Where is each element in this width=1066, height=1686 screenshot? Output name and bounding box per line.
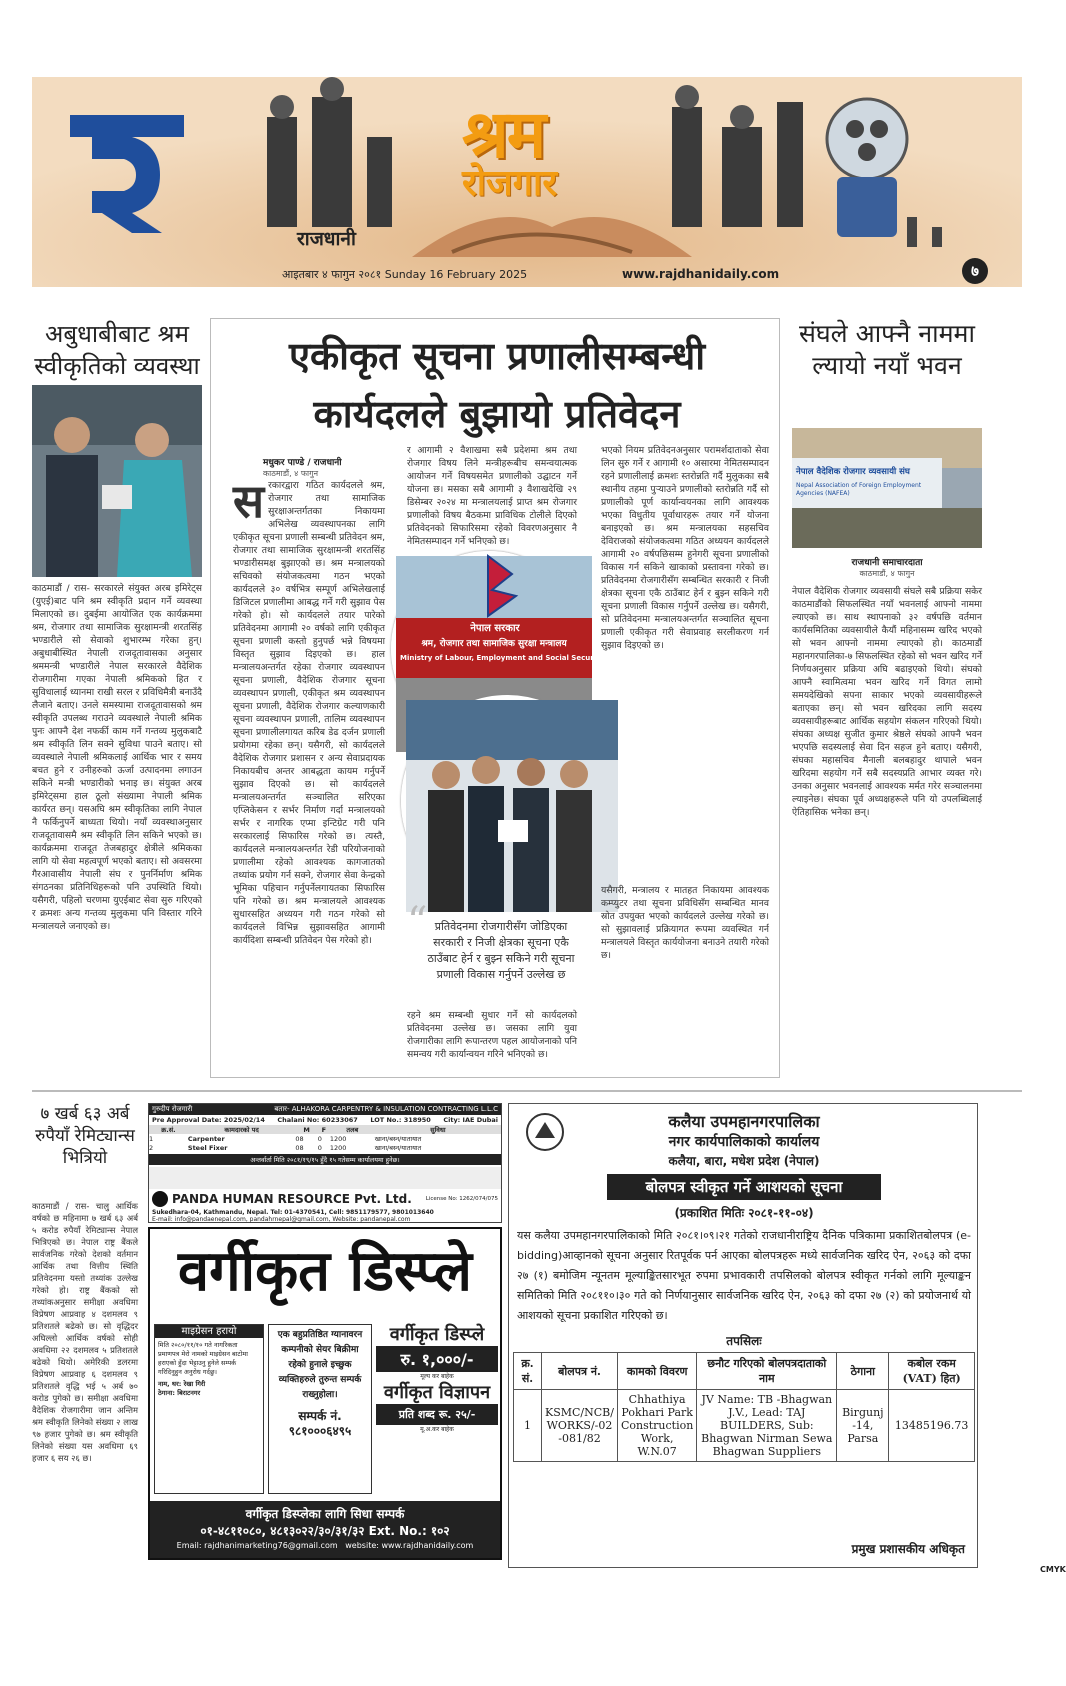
ad-city: City: IAE Dubai bbox=[443, 1116, 498, 1124]
notice-col: बोलपत्र नं. bbox=[542, 1353, 618, 1390]
ad-jobs-table bbox=[149, 1125, 501, 1152]
notice-tapsil: तपसिलः bbox=[726, 1334, 762, 1348]
right-story-headline: संघले आफ्नै नाममा ल्यायो नयाँ भवन bbox=[799, 319, 975, 380]
main-col-3: भएको नियम प्रतिवेदनअनुसार परामर्शदाताको सेवा लिन सुरु गर्ने र आगामी १० असारमा नेमितसम्पादन रहने प्रणालीलाई क्रमशः स्तरोन्नति गर्दै मुलुकका सबै स्थानीय तहमा पुर्‍याउने प्रणालीको स्तरोन्नति गर्दै सो प्रणालीको पूर्ण कार्यान्वयनका लागि आवश्यक भएका विधुतीय पूर्वाधारहरू तयार गर्ने योजना बनाइएको छ। श्रम मन्त्रालयका सहसचिव देविराजको संयोजकत्वमा गठित अध्ययन कार्यदलले आगामी २० वर्षपछिसम्म हुनेगरी सूचना प्रणालीको विकास गर्न सकिने खाकाको प्रस्तावना गरेको छ। प्रतिवेदनमा रोजगारीसँग सम्बन्धित सरकारी र निजी क्षेत्रका सूचना एकै ठाउँबाट हेर्न र बुझ्न सकिने गरी सूचना प्रणाली विकास गर्नुपर्ने उल्लेख छ। यसैगरी, सो प्रतिवेदनमा मन्त्रालयअन्तर्गत सञ्चालित सूचना प्रणाली एकीकृत गरी सेवाप्रवाह सरलीकरण गर्न सुझाव दिइएको छ। bbox=[601, 445, 769, 651]
notice-signatory: प्रमुख प्रशासकीय अधिकृत bbox=[851, 1542, 965, 1556]
notice-title: बोलपत्र स्वीकृत गर्ने आशयको सूचना bbox=[607, 1174, 881, 1200]
ad-col: तलब bbox=[346, 1126, 359, 1134]
main-col-2: र आगामी २ वैशाखमा सबै प्रदेशमा श्रम तथा रोजगार विषय लिने मन्त्रीहरूबीच समन्वयात्मक आयोजन गर्ने विषयसमेत प्रणालीको उद्घाटन गर्ने योजना छ। मसका सबै आगामी ३ वैशाखदेखि २९ डिसेम्बर २०२४ मा मन्त्रालयलाई प्राप्त श्रम रोजगार प्रणालीको विषय बैठकमा प्राविधिक टोलीले दिएको प्रतिवेदनको सिफारिसमा रहेको विवरणअनुसार नै नेमितसम्पादन गर्ने भनिएको छ। bbox=[407, 445, 577, 547]
ad-email[interactable]: E-mail: info@pandaenepal.com, pandahrnepal@gmail.com, Website: pandanepal.com bbox=[152, 1216, 411, 1223]
right-byline: राजधानी समाचारदाता bbox=[851, 558, 923, 568]
section-subtitle: रोजगार bbox=[462, 162, 558, 204]
lost-title: माइग्रेसन हरायो bbox=[155, 1325, 263, 1338]
main-headline: एकीकृत सूचना प्रणालीसम्बन्धी कार्यदलले बुझायो प्रतिवेदन bbox=[288, 333, 706, 436]
byline-place: राजधानी bbox=[313, 458, 342, 468]
ad-col: क्र.सं. bbox=[161, 1126, 176, 1134]
byline-name: मधुकर पाण्डे bbox=[263, 458, 305, 468]
pull-quote: प्रतिवेदनमा रोजगारीसँग जोडिएका सरकारी र निजी क्षेत्रका सूचना एकै ठाउँबाट हेर्न र बुझ्न सकिने गरी सूचना प्रणाली विकास गर्नुपर्ने उल्लेख छ bbox=[427, 920, 575, 981]
ad-license: License No: 1262/074/075 bbox=[425, 1196, 498, 1202]
cell: 0 bbox=[317, 1134, 322, 1143]
remit-body: काठमाडौं / रास- चालु आर्थिक वर्षको छ महिनामा ७ खर्ब ६३ अर्ब ५ करोड रुपैयाँ रेमिट्यान्स नेपाल भित्रिएको छ। नेपाल राष्ट्र बैंकले सार्वजनिक गरेको देशको वर्तमान आर्थिक तथा वित्तीय स्थिति प्रतिवेदनमा यस्तो तथ्यांक उल्लेख गरेको हो। राष्ट्र बैंकको सो तथ्यांकअनुसार समीक्षा अवधिमा विप्रेषण आप्रवाह ४ दशमलव ९ प्रतिशतले बढेको छ। सो वृद्धिदर अघिल्लो आर्थिक वर्षको सोही अवधिमा २२ दशमलव ५ प्रतिशतले बढेको थियो। अमेरिकी डलरमा विप्रेषण आप्रवाह ६ दशमलव ९ प्रतिशतले वृद्धि भई ५ अर्ब ७० करोड पुगेको छ। समीक्षा अवधिमा वैदेशिक रोजगारीमा जान अन्तिम श्रम स्वीकृति लिनेको संख्या २ लाख ९७ हजार पुगेको छ। श्रम स्वीकृति लिनेको संख्या यस अवधिमा ६९ हजार ६ सय २६ छ। bbox=[32, 1201, 138, 1463]
cell: Birgunj -14, Parsa bbox=[837, 1390, 889, 1462]
notice-address: कलैया, बारा, मधेश प्रदेश (नेपाल) bbox=[668, 1154, 820, 1168]
table-row bbox=[514, 1390, 975, 1462]
ad-chalani: Chalani No: 60233067 bbox=[277, 1116, 358, 1124]
cell: Chhathiya Pokhari Park Construction Work, W.N.07 bbox=[617, 1390, 696, 1462]
left-story-photo bbox=[32, 385, 202, 577]
sign-ministry-en: Ministry of Labour, Employment and Social Security bbox=[400, 654, 604, 662]
ad-address: Sukedhara-04, Kathmandu, Nepal. Tel: 01-4370541, Cell: 9851179577, 9801013640 bbox=[152, 1209, 434, 1216]
ad-interview-notice: अन्तर्वार्ता मिति २०८१/१९/१५ हुँदै १५ गतेसम्म कार्यालयमा हुनेछ। bbox=[149, 1154, 501, 1165]
lost-address: ठेगाना: बिराटनगर bbox=[158, 1389, 201, 1397]
sign-nepal-govt: नेपाल सरकार bbox=[470, 623, 520, 634]
website-label: website: bbox=[345, 1541, 379, 1550]
handover-photo bbox=[401, 695, 613, 907]
right-story-photo bbox=[792, 428, 982, 548]
cell: 1200 bbox=[329, 1143, 347, 1152]
registration-marks: CMYK bbox=[1040, 1565, 1066, 1574]
contact-title: वर्गीकृत डिस्प्लेका लागि सिधा सम्पर्क bbox=[245, 1507, 405, 1521]
cell: 1200 bbox=[329, 1134, 347, 1143]
ad-header-right: बतार- ALHAKORA CARPENTRY & INSULATION CONTRACTING L.L.C bbox=[274, 1105, 498, 1113]
bid-notice bbox=[508, 1103, 978, 1568]
email-label: Email: bbox=[176, 1541, 202, 1550]
wanted-body: एक बहुप्रतिष्ठित ग्यानावरन कम्पनीको सेयर बिक्रीमा रहेको हुनाले इच्छुक व्यक्तिहरुले तुरुन्त सम्पर्क राख्नुहोला। bbox=[277, 1330, 363, 1400]
building-sign-en: Nepal Association of Foreign Employment Agencies (NAFEA) bbox=[796, 482, 922, 497]
main-col-3-bottom: यसैगरी, मन्त्रालय र मातहत निकायमा आवश्यक कम्प्युटर तथा सूचना प्रविधिसँग सम्बन्धित मानव स्रोत उपयुक्त भएको कार्यदलले उल्लेख गरेको छ। सो सुझावलाई प्रक्रियागत रूपमा व्यवस्थित गर्न मन्त्रालयले विस्तृत कार्ययोजना बनाउने तयारी गरेको छ। bbox=[601, 885, 769, 961]
handover-image bbox=[406, 700, 618, 912]
ad-col: M bbox=[303, 1125, 310, 1134]
cell: 08 bbox=[295, 1134, 304, 1143]
cell: 1 bbox=[514, 1390, 542, 1462]
logo-icon bbox=[62, 105, 192, 235]
box2-price: प्रति शब्द रू. २५/- bbox=[376, 1404, 498, 1425]
classified-ad bbox=[148, 1227, 502, 1560]
notice-col: छनौट गरिएको बोलपत्रदाताको नाम bbox=[697, 1353, 837, 1390]
sign-ministry: श्रम, रोजगार तथा सामाजिक सुरक्षा मन्त्रालय bbox=[421, 639, 567, 649]
box1-title: वर्गीकृत डिस्प्ले bbox=[389, 1324, 485, 1345]
quote-mark-icon: “ bbox=[407, 899, 428, 945]
ad-lot: LOT No.: 318950 bbox=[370, 1116, 431, 1124]
contact-website[interactable]: www.rajdhanidaily.com bbox=[381, 1541, 474, 1550]
notice-municipality: कलैया उपमहानगरपालिका bbox=[668, 1112, 820, 1131]
cell: 1 bbox=[149, 1134, 154, 1143]
lost-name: नाम, थर: रेखा गिरी bbox=[158, 1380, 206, 1388]
classified-title: वर्गीकृत डिस्प्ले bbox=[177, 1238, 473, 1304]
job-ad bbox=[148, 1103, 502, 1223]
ad-col: F bbox=[321, 1125, 327, 1134]
cell: KSMC/NCB/ WORKS/-02 -081/82 bbox=[542, 1390, 618, 1462]
wanted-contact: ९८१०००६४९५ bbox=[288, 1424, 352, 1438]
cell: 0 bbox=[317, 1143, 322, 1152]
notice-published: (प्रकाशित मितिः २०८१-११-०४) bbox=[674, 1206, 814, 1220]
table-row bbox=[149, 1143, 501, 1152]
left-story-headline: अबुधाबीबाट श्रम स्वीकृतिको व्यवस्था bbox=[34, 320, 200, 380]
main-col-1-text: रकारद्वारा गठित कार्यदलले श्रम, रोजगार तथा सामाजिक सुरक्षाअन्तर्गतका निकायमा अभिलेख व्यवस्थापनका लागि एकीकृत सूचना प्रणाली सम्बन्धी प्रतिवेदन श्रम, रोजगार तथा सामाजिक सुरक्षामन्त्री शरतसिंह भण्डारीसमक्ष बुझाएको छ। श्रम मन्त्रालयको सचिवको संयोजकत्वमा गठन भएको कार्यदलले ३० वर्षभित्र सम्पूर्ण अभिलेखलाई डिजिटल प्रणालीमा आबद्ध गर्ने गरी सुझाव पेस गरेको हो। सो कार्यदलले तयार पारेको प्रतिवेदनमा आगामी २० वर्षको लागि एकीकृत सूचना प्रणाली कस्तो हुनुपर्छ भन्ने विषयमा विस्तृत सुझाव दिइएको छ। हाल मन्त्रालयअन्तर्गत रहेका रोजगार व्यवस्थापन सूचना प्रणाली, वैदेशिक रोजगार सूचना व्यवस्थापन प्रणाली, एकीकृत श्रम व्यवस्थापन सूचना प्रणाली, वैदेशिक रोजगार कल्याणकारी सूचना व्यवस्थापन प्रणाली, तालिम व्यवस्थापन सूचना प्रणालीलगायत करिब डेढ दर्जन प्रणाली प्रयोगमा रहेका छन्। यसैगरी, सो कार्यदलले वैदेशिक रोजगार प्रशासन र अन्य सेवाप्रदायक निकायबीच अन्तर आबद्धता कायम गर्नुपर्ने सुझाव दिएको छ। सो कार्यदलले मन्त्रालयअन्तर्गत सञ्चालित सरिएका एप्लिकेसन र सर्भर निर्माण गर्दा मन्त्रालयको सर्भर र नागरिक एप्मा इन्टिग्रेट गरी पनि सरकारलाई सिफारिस गरेको छ। त्यस्तै, कार्यदलले मन्त्रालयअन्तर्गत रेडी परियोजनाको प्रणालीमा रहेको आवश्यक कागजातको तथ्यांक प्रयोग गर्न सक्ने, रोजगार सेवा केन्द्रको भूमिका पहिचान गर्नुपर्नेलगायतका सिफारिस पनि गरेको छ। श्रम मन्त्रालयले आवश्यक सुधारसहित अध्ययन गरी गठन गरेको सो कार्यदलले विभिन्न सुझावसहित आगामी कार्यदिशा सम्बन्धी प्रतिवेदन पेस गरेको हो। bbox=[233, 480, 385, 946]
table-row bbox=[149, 1134, 501, 1143]
box2-title: वर्गीकृत विज्ञापन bbox=[383, 1382, 491, 1403]
cell: खाना/बस्न/यातायात bbox=[374, 1144, 422, 1152]
date-line: आइतबार ४ फागुन २०८१ Sunday 16 February 2025 bbox=[282, 268, 528, 281]
left-story-body: काठमाडौं / रास- सरकारले संयुक्त अरब इमिरेट्स (युएई)बाट पनि श्रम स्वीकृति प्रदान गर्ने व्यवस्था मिलाएको छ। दुबईमा आयोजित एक कार्यक्रममा श्रम, रोजगार तथा सामाजिक सुरक्षामन्त्री शरतसिंह भण्डारीले सो सेवाको शुभारम्भ गरेका हुन्। अबुधाबीस्थित नेपाली राजदूतावासका अनुसार श्रममन्त्री भण्डारीले नेपाल सरकारले वैदेशिक रोजगारीमा गएका नेपाली श्रमिकको हित र सुविधालाई ध्यानमा राखी सरल र प्रविधिमैत्री बनाउँदै लैजाने बताए। उनले समस्यामा राजदूतावासको श्रम स्वीकृति उपलब्ध गराउने व्यवस्थाले नेपाली श्रमिक पुनः आफ्नै देश नफर्की काम गर्ने गन्तव्य मुलुकबाटै श्रम स्वीकृति लिन सक्ने सुविधा पाउने बताए। सो व्यवस्थाले नेपाली श्रमिकलाई आर्थिक भार र समय बचत हुने र उनीहरुको ऊर्जा उत्पादनमा लगाउन सकिने मन्त्री भण्डारीको भनाइ छ। संयुक्त अरब इमिरेट्समा हाल ठूलो संख्यामा नेपाली श्रमिक कार्यरत छन्। यसअघि श्रम स्वीकृतिका लागि नेपाल नै फर्किनुपर्ने बाध्यता थियो। नयाँ व्यवस्थाअनुसार राजदूतावासमै श्रम स्वीकृति लिन सकिने भएको छ। कार्यक्रममा राजदूत तेजबहादुर क्षेत्रीले श्रमिकका लागि यो सेवा महत्वपूर्ण भएको बताए। सो अवसरमा गैरआवासीय नेपाली संघ र पुनर्निर्माण श्रमिक संगठनका प्रतिनिधिहरूको पनि उपस्थिति थियो। यसैगरी, पहिलो चरणमा युएईबाट सेवा सुरु गरिएको र क्रमशः अन्य गन्तव्य मुलुकमा पनि विस्तार गरिने मन्त्रालयले जनाएको छ। bbox=[32, 583, 202, 932]
cell: 13485196.73 bbox=[889, 1390, 975, 1462]
notice-col: क्र. सं. bbox=[514, 1353, 542, 1390]
section-title: श्रम bbox=[462, 95, 545, 173]
ad-col: सुविधा bbox=[430, 1126, 446, 1134]
notice-table bbox=[513, 1352, 975, 1462]
notice-body: यस कलैया उपमहानगरपालिकाको मिति २०८१।०९।२१ गतेको राजधानीराष्ट्रिय दैनिक पत्रिकामा प्रकाशितबोलपत्र (e-bidding)आव्हानको सूचना अनुसार रितपूर्वक पर्न आएका बोलपत्रहरू मध्ये सार्वजनिक खरिद ऐन, २०६३ को दफा २७ (१) बमोजिम न्यूनतम मूल्याङ्कितसारभूत रुपमा प्रभावकारी तपसिलको बोलपत्र स्वीकृत गर्नको लागि मूल्याङ्कन समितिको मिति २०८११०।३० गते को निर्णयानुसार सार्वजनिक खरिद ऐन, २०६३ को दफा २७ (२) को प्रयोजनार्थ यो आशयको सूचना प्रकाशित गरिएको छ। bbox=[517, 1229, 971, 1322]
notice-col: ठेगाना bbox=[837, 1353, 889, 1390]
byline: मधुकर पाण्डे / राजधानी काठमाडौं, ४ फागुन bbox=[263, 455, 373, 479]
ad-col: कामदारको पद bbox=[224, 1126, 259, 1134]
ad-approval: Pre Approval Date: 2025/02/14 bbox=[152, 1116, 265, 1124]
cell: 08 bbox=[295, 1143, 304, 1152]
building-sign-text: नेपाल वैदेशिक रोजगार व्यवसायी संघ bbox=[796, 467, 910, 477]
cell: Steel Fixer bbox=[187, 1143, 228, 1152]
dropcap: स bbox=[233, 474, 265, 528]
contact-email[interactable]: rajdhanimarketing76@gmail.com bbox=[204, 1541, 338, 1550]
box1-price: रु. १,०००/- bbox=[376, 1346, 498, 1372]
masthead bbox=[32, 77, 1022, 287]
ad-company: PANDA HUMAN RESOURCE Pvt. Ltd. bbox=[172, 1192, 412, 1206]
officials-photo bbox=[32, 385, 202, 577]
logo bbox=[62, 105, 192, 245]
wanted-contact-label: सम्पर्क नं. bbox=[298, 1409, 342, 1423]
panda-logo-icon bbox=[152, 1191, 168, 1207]
lost-body: मिति २०८०/११/१० गते नागरिकता प्रमाणपत्र मेरो नामको माइग्रेसन बाटोमा हराएको हुँदा भेट्टाउनु हुनेले सम्पर्क गरिदिनुहुन अनुरोध गर्दछु। bbox=[158, 1341, 248, 1376]
remit-headline: ७ खर्ब ६३ अर्ब रुपैयाँ रेमिट्यान्स भित्रियो bbox=[35, 1104, 135, 1168]
ad-header-left: गुरुदीप रोजगारी bbox=[152, 1105, 193, 1113]
cell: Carpenter bbox=[187, 1134, 225, 1143]
website-url[interactable]: www.rajdhanidaily.com bbox=[622, 267, 780, 281]
paper-name: राजधानी bbox=[297, 228, 356, 250]
main-col-1 bbox=[233, 474, 385, 1064]
cell: खाना/बस्न/यातायात bbox=[374, 1135, 422, 1143]
contact-phone: ०१-४८११०८०, ४८१३०२२/३०/३१/३२ Ext. No.: १०२ bbox=[200, 1524, 450, 1538]
box2-sub: मू.अ.कर बाहेक bbox=[420, 1426, 454, 1433]
main-story bbox=[210, 318, 780, 1078]
notice-col: कबोल रकम (VAT) हित) bbox=[889, 1353, 975, 1390]
main-col-2-bottom: रहने श्रम सम्बन्धी सुधार गर्ने सो कार्यदलको प्रतिवेदनमा उल्लेख छ। जसका लागि युवा रोजगारीका लागि रूपान्तरण पहल आयोजनाको पनि समन्वय गरी कार्यान्वयन गरिने भनिएको छ। bbox=[407, 1010, 577, 1060]
ad-stamps bbox=[149, 1167, 501, 1189]
notice-col: कामको विवरण bbox=[617, 1353, 696, 1390]
box1-sub: मूल्य कर बाहेक bbox=[420, 1373, 454, 1380]
cell: JV Name: TB -Bhagwan J.V., Lead: TAJ BUILDERS, Sub: Bhagwan Nirman Sewa Bhagwan Suppliers bbox=[697, 1390, 837, 1462]
section-divider bbox=[32, 1090, 1022, 1092]
right-byline-location: काठमाडौं, ४ फागुन bbox=[859, 569, 915, 578]
byline-location: काठमाडौं, ४ फागुन bbox=[263, 469, 319, 478]
notice-office: नगर कार्यपालिकाको कार्यालय bbox=[668, 1134, 820, 1150]
cell: 2 bbox=[149, 1143, 154, 1152]
page-number: ७ bbox=[962, 258, 988, 284]
right-story-body: नेपाल वैदेशिक रोजगार व्यवसायी संघले सबै प्रक्रिया सकेर काठमाडौंको सिफलस्थित नयाँ भवनलाई आफ्नो नाममा ल्याएको छ। साथ स्थापनाको ३२ वर्षपछि वर्तमान कार्यसमितिका व्यवसायीले कैयौं महिनासम्म खरिद भएको सो भवन आफ्नो नाममा ल्याएको हो। काठमाडौं महानगरपालिका-७ सिफलस्थित रहेको सो भवन खरिद गर्ने निर्णयअनुसार प्रक्रिया अघि बढाइएको थियो। संघको आफ्नै स्वामित्वमा भवन खरिद गर्ने विगत लामो समयदेखिको सपना साकार भएको व्यवसायीहरूले बताएका छन्। सो भवन खरिदका लागि सदस्य व्यवसायीहरूबाट आर्थिक सहयोग संकलन गरिएको थियो। संघका अध्यक्ष सुजीत कुमार श्रेष्ठले संघको आफ्नै भवन भएपछि सदस्यलाई सेवा दिन सहज हुने बताए। यसैगरी, संघका महासचिव मैनाली बलबहादुर थापाले भवन खरिदमा सहयोग गर्ने सबै सदस्यप्रति आभार व्यक्त गरे। उनका अनुसार भवनलाई आवश्यक मर्मत गरेर सञ्चालनमा ल्याइनेछ। संघका पूर्व अध्यक्षहरूले पनि यो उपलब्धिलाई ऐतिहासिक भनेका छन्। bbox=[792, 586, 982, 818]
